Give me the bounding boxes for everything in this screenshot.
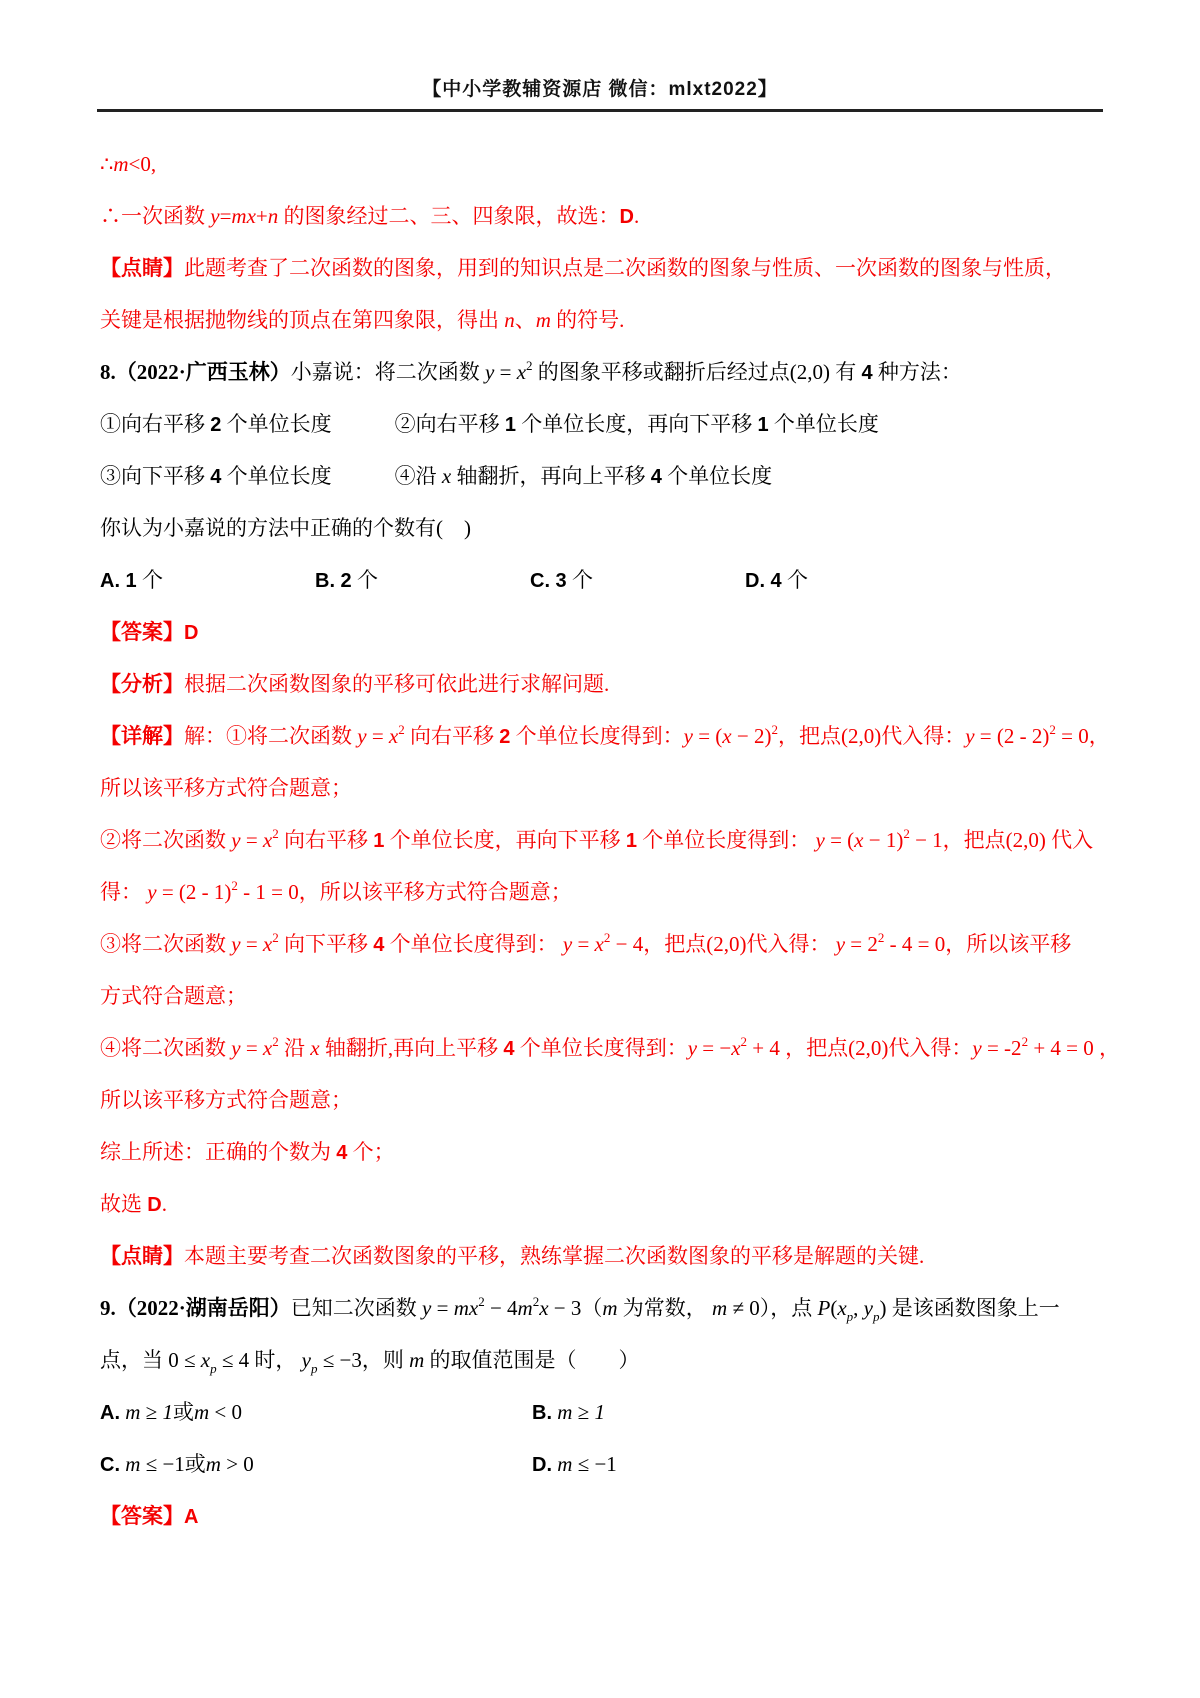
text-run: ≥ xyxy=(140,1400,163,1424)
q8-stem xyxy=(100,346,1106,398)
text-run: m xyxy=(409,1348,425,1372)
text-run: 2 xyxy=(231,878,238,893)
text-run: x xyxy=(594,932,604,956)
text-run: 2 xyxy=(272,930,279,945)
text-run: y xyxy=(835,932,846,956)
text-run: 向下平移 xyxy=(278,932,374,956)
text-run: 、 xyxy=(514,308,536,332)
text-run: 2 xyxy=(903,826,910,841)
text-run: 2 xyxy=(478,1294,485,1309)
text-run: 4 xyxy=(210,466,222,488)
text-run: x xyxy=(262,828,273,852)
text-run: ∴一次函数 xyxy=(100,204,211,228)
text-run: m xyxy=(712,1296,728,1320)
text-run: D. 4 xyxy=(745,570,782,592)
text-run: y xyxy=(231,932,241,956)
option-item xyxy=(100,1438,532,1490)
q9-options-ab xyxy=(100,1386,1106,1438)
text-run: p xyxy=(310,1361,318,1376)
text-run: 本题主要考查二次函数图象的平移，熟练掌握二次函数图象的平移是解题的关键. xyxy=(184,1244,925,1268)
text-run: 个单位长度得到： xyxy=(384,932,563,956)
text-run: C. 3 xyxy=(530,570,567,592)
text-run: 个单位长度，再向下平移 xyxy=(516,412,758,436)
text-run: mx xyxy=(231,204,256,228)
text-run: ①向右平移 xyxy=(100,412,211,436)
text-run: ( xyxy=(830,1296,838,1320)
text-run: x xyxy=(837,1296,847,1320)
text-run: 个 xyxy=(781,568,808,592)
text-run: 1 xyxy=(625,830,637,852)
text-run: y xyxy=(301,1348,311,1372)
text-run: P xyxy=(817,1296,831,1320)
text-run: 个单位长度 xyxy=(768,412,879,436)
text-run: = 2 xyxy=(845,932,878,956)
text-run: p xyxy=(872,1309,880,1324)
text-run: 或 xyxy=(172,1400,194,1424)
text-run: < 0 xyxy=(209,1400,242,1424)
text-run: 个 xyxy=(351,568,378,592)
q7-conclusion xyxy=(100,190,1106,242)
text-run: 点，当 0 ≤ xyxy=(100,1348,201,1372)
page-header: 【中小学教辅资源店 微信：mlxt2022】 xyxy=(422,79,778,100)
option-item xyxy=(530,554,745,606)
text-run: − 1，把点(2,0) 代入 xyxy=(909,828,1094,852)
text-run: 2 xyxy=(1021,1034,1029,1049)
text-run: 个单位长度，再向下平移 xyxy=(384,828,626,852)
q8-solution-7 xyxy=(100,1022,1120,1074)
q8-solution-8 xyxy=(100,1074,1106,1126)
text-run: y xyxy=(231,1036,241,1060)
text-run: - 4 = 0，所以该平移 xyxy=(884,932,1072,956)
text-run: y xyxy=(562,932,573,956)
text-run: x xyxy=(200,1348,211,1372)
q7-remark-2 xyxy=(100,294,1106,346)
q8-choice xyxy=(100,1178,1106,1230)
text-run xyxy=(332,464,395,488)
text-run: 所以该平移方式符合题意； xyxy=(100,776,352,800)
q8-options xyxy=(100,554,1106,606)
text-run: = xyxy=(240,932,263,956)
q8-question xyxy=(100,502,1106,554)
text-run: 【答案】 xyxy=(100,1504,184,1528)
text-run: 方式符合题意； xyxy=(100,984,247,1008)
text-run: 已知二次函数 xyxy=(290,1296,423,1320)
text-run: x xyxy=(262,1036,273,1060)
text-run: 1 xyxy=(757,414,769,436)
text-run: > 0 xyxy=(220,1452,254,1476)
text-run: − 4，把点(2,0)代入得： xyxy=(610,932,836,956)
text-run: m xyxy=(205,1452,221,1476)
text-run: m xyxy=(535,308,551,332)
text-run: 综上所述：正确的个数为 xyxy=(100,1140,337,1164)
text-run: y xyxy=(965,724,975,748)
text-run: 【点睛】 xyxy=(100,1244,184,1268)
text-run: D. xyxy=(532,1454,552,1476)
text-run: 小嘉说：将二次函数 xyxy=(290,360,486,384)
text-run: ≥ xyxy=(572,1400,595,1424)
text-run: 9.（2022·湖南岳阳） xyxy=(100,1296,291,1320)
text-run: 个单位长度 xyxy=(221,412,332,436)
q8-solution-6 xyxy=(100,970,1106,1022)
text-run: A. 1 xyxy=(100,570,137,592)
text-run: = ( xyxy=(824,828,855,852)
text-run: 2 xyxy=(272,1034,279,1049)
text-run: ③将二次函数 xyxy=(100,932,232,956)
option-item xyxy=(315,554,530,606)
text-run: = xyxy=(240,1036,263,1060)
text-run: 4 xyxy=(861,362,873,384)
text-run: = xyxy=(366,724,389,748)
text-run: 的符号. xyxy=(550,308,625,332)
text-run: 所以该平移方式符合题意； xyxy=(100,1088,352,1112)
text-run: 1 xyxy=(162,1400,173,1424)
text-run: m xyxy=(557,1400,573,1424)
text-run: ≤ −1或 xyxy=(140,1452,206,1476)
text-run: + xyxy=(255,204,268,228)
text-run: 的图象经过二、三、四象限，故选： xyxy=(278,204,620,228)
text-run: y xyxy=(683,724,693,748)
text-run: y xyxy=(210,204,220,228)
text-run: 个单位长度得到： xyxy=(510,724,684,748)
text-run: = -2 xyxy=(981,1036,1022,1060)
text-run: y xyxy=(147,880,157,904)
text-run: 8.（2022·广西玉林） xyxy=(100,360,291,384)
text-run: x xyxy=(441,464,452,488)
text-run: m xyxy=(193,1400,210,1424)
text-run: = − xyxy=(697,1036,732,1060)
text-run: x xyxy=(388,724,399,748)
text-run: 向右平移 xyxy=(404,724,500,748)
q8-solution-4 xyxy=(100,866,1106,918)
text-run: 的图象平移或翻折后经过点(2,0) 有 xyxy=(532,360,862,384)
text-run: m xyxy=(125,1400,141,1424)
text-run: ≤ −1 xyxy=(572,1452,617,1476)
text-run: y xyxy=(815,828,825,852)
text-run: 2 xyxy=(398,722,405,737)
q8-methods-12 xyxy=(100,398,1106,450)
text-run: 2 xyxy=(532,1294,540,1309)
text-run: 故选 xyxy=(100,1192,148,1216)
text-run: + 4 = 0 ， xyxy=(1028,1036,1120,1060)
text-run: p xyxy=(210,1361,217,1376)
q9-answer xyxy=(100,1490,1106,1542)
text-run: 轴翻折,再向上平移 xyxy=(319,1036,504,1060)
text-run: y xyxy=(422,1296,432,1320)
text-run: ②向右平移 xyxy=(394,412,505,436)
text-run: y xyxy=(357,724,367,748)
q8-summary xyxy=(100,1126,1106,1178)
text-run: 个单位长度得到： xyxy=(514,1036,688,1060)
text-run: = 0， xyxy=(1055,724,1110,748)
text-run: <0, xyxy=(128,152,157,176)
text-run: 1 xyxy=(504,414,516,436)
text-run: 2 xyxy=(877,930,885,945)
text-run: 你认为小嘉说的方法中正确的个数有( ) xyxy=(100,516,471,540)
text-run: = (2 - 1) xyxy=(156,880,232,904)
text-run: y xyxy=(687,1036,698,1060)
text-run: 种方法： xyxy=(872,360,962,384)
text-run: D xyxy=(147,1194,162,1216)
q8-answer xyxy=(100,606,1106,658)
text-run: D xyxy=(619,206,634,228)
text-run: C. xyxy=(100,1454,120,1476)
option-item xyxy=(532,1386,964,1438)
text-run: = xyxy=(219,204,232,228)
q7-remark-1 xyxy=(100,242,1106,294)
text-run: ≤ 4 时， xyxy=(216,1348,302,1372)
document-body xyxy=(0,112,1200,1542)
text-run: y xyxy=(972,1036,982,1060)
text-run: 2 xyxy=(499,726,511,748)
text-run: − 2) xyxy=(731,724,772,748)
text-run: . xyxy=(161,1192,167,1216)
text-run: ④沿 xyxy=(394,464,442,488)
text-run: 2 xyxy=(526,358,533,373)
text-run: 轴翻折，再向上平移 xyxy=(451,464,651,488)
q8-solution-3 xyxy=(100,814,1106,866)
text-run: 个； xyxy=(347,1140,395,1164)
option-item xyxy=(745,554,960,606)
text-run: ④将二次函数 xyxy=(100,1036,232,1060)
text-run: B. xyxy=(532,1402,552,1424)
text-run: 此题考查了二次函数的图象，用到的知识点是二次函数的图象与性质、一次函数的图象与性质， xyxy=(184,256,1066,280)
text-run: m xyxy=(557,1452,573,1476)
text-run: − 4 xyxy=(484,1296,518,1320)
text-run: 2 xyxy=(1049,722,1056,737)
text-run: ≠ 0），点 xyxy=(727,1296,818,1320)
text-run: 4 xyxy=(503,1038,515,1060)
text-run: − 3（ xyxy=(548,1296,603,1320)
text-run: = xyxy=(494,360,517,384)
text-run: x xyxy=(722,724,732,748)
text-run: y xyxy=(231,828,241,852)
text-run: 4 xyxy=(650,466,662,488)
text-run: mx xyxy=(453,1296,479,1320)
text-run: 个单位长度得到： xyxy=(637,828,816,852)
text-run: 个单位长度 xyxy=(661,464,773,488)
q7-line-m-negative xyxy=(100,138,1106,190)
text-run: m xyxy=(517,1296,533,1320)
q9-options-cd xyxy=(100,1438,1106,1490)
q8-analysis xyxy=(100,658,1106,710)
text-run: x xyxy=(731,1036,741,1060)
text-run: 个 xyxy=(136,568,163,592)
text-run: ) 是该函数图象上一 xyxy=(879,1296,1060,1320)
text-run: 1 xyxy=(594,1400,605,1424)
text-run: 向右平移 xyxy=(278,828,374,852)
text-run: y xyxy=(485,360,495,384)
text-run: n xyxy=(267,204,279,228)
text-run: 个单位长度 xyxy=(221,464,332,488)
text-run: 关键是根据抛物线的顶点在第四象限，得出 xyxy=(100,308,505,332)
text-run: = xyxy=(431,1296,454,1320)
text-run: . xyxy=(633,204,640,228)
q8-methods-34 xyxy=(100,450,1106,502)
text-run: 4 xyxy=(336,1142,348,1164)
text-run: - 1 = 0，所以该平移方式符合题意； xyxy=(237,880,572,904)
text-run: 个 xyxy=(566,568,593,592)
text-run: 的取值范围是（ ） xyxy=(424,1348,640,1372)
text-run: 2 xyxy=(210,414,222,436)
text-run: 4 xyxy=(373,934,385,956)
text-run: = xyxy=(240,828,263,852)
text-run: D xyxy=(184,622,199,644)
text-run: m xyxy=(602,1296,618,1320)
text-run: = ( xyxy=(692,724,723,748)
text-run: B. 2 xyxy=(315,570,352,592)
text-run: ，把点(2,0)代入得： xyxy=(777,724,966,748)
text-run: 2 xyxy=(603,930,611,945)
text-run: n xyxy=(504,308,515,332)
text-run: − 1) xyxy=(863,828,904,852)
text-run: 得： xyxy=(100,880,148,904)
text-run: A. xyxy=(100,1402,120,1424)
text-run: m xyxy=(113,152,129,176)
text-run: 【详解】 xyxy=(100,724,184,748)
text-run: x xyxy=(262,932,273,956)
text-run: m xyxy=(125,1452,141,1476)
q8-solution-1 xyxy=(100,710,1110,762)
q9-stem-1 xyxy=(100,1282,1106,1334)
text-run: ∴ xyxy=(100,152,114,176)
text-run: 【答案】 xyxy=(100,620,184,644)
text-run: = xyxy=(572,932,595,956)
text-run: + 4 ，把点(2,0)代入得： xyxy=(747,1036,973,1060)
text-run: 【点睛】 xyxy=(100,256,184,280)
text-run: 2 xyxy=(272,826,279,841)
option-item xyxy=(100,1386,532,1438)
text-run: x xyxy=(310,1036,320,1060)
text-run: x xyxy=(854,828,864,852)
text-run: = (2 - 2) xyxy=(974,724,1050,748)
text-run: 1 xyxy=(373,830,385,852)
text-run: 2 xyxy=(740,1034,748,1049)
q8-solution-5 xyxy=(100,918,1106,970)
text-run: ≤ −3，则 xyxy=(317,1348,410,1372)
text-run: x xyxy=(539,1296,549,1320)
text-run: x xyxy=(516,360,527,384)
q8-solution-2 xyxy=(100,762,1106,814)
text-run: 为常数， xyxy=(617,1296,713,1320)
option-item xyxy=(532,1438,964,1490)
text-run: 2 xyxy=(771,722,778,737)
text-run: ③向下平移 xyxy=(100,464,211,488)
text-run: y xyxy=(863,1296,873,1320)
text-run: 沿 xyxy=(278,1036,311,1060)
option-item xyxy=(100,554,315,606)
text-run: , xyxy=(853,1296,864,1320)
q9-stem-2 xyxy=(100,1334,1106,1386)
text-run: 【分析】 xyxy=(100,672,184,696)
text-run xyxy=(332,412,395,436)
text-run: 根据二次函数图象的平移可依此进行求解问题. xyxy=(184,672,610,696)
text-run: A xyxy=(184,1506,199,1528)
text-run: ②将二次函数 xyxy=(100,828,232,852)
text-run: p xyxy=(846,1309,854,1324)
text-run: 解：①将二次函数 xyxy=(184,724,358,748)
q8-remark xyxy=(100,1230,1106,1282)
